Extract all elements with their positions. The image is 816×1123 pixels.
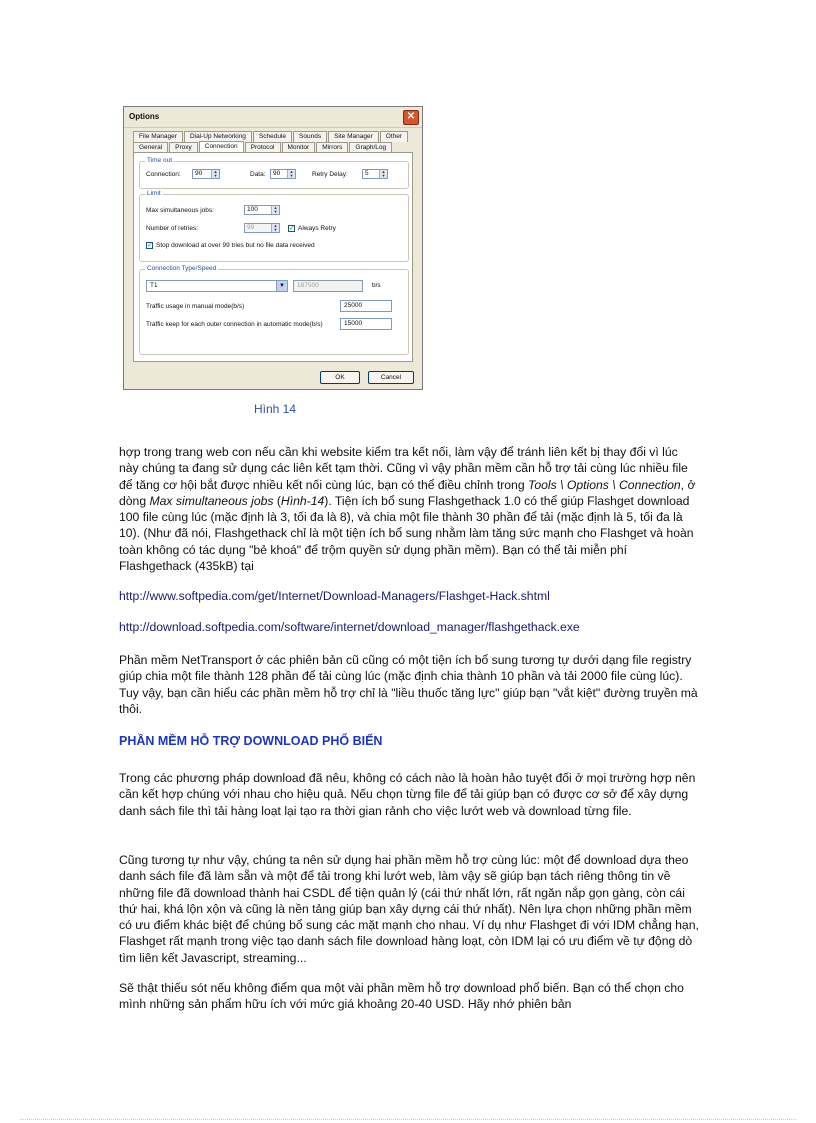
tab-protocol[interactable]: Protocol bbox=[245, 142, 281, 153]
timeout-legend: Time out bbox=[147, 157, 173, 164]
paragraph-1-text-c: ( bbox=[273, 493, 281, 508]
dialog-titlebar bbox=[124, 107, 422, 128]
connection-label: Connection: bbox=[146, 171, 181, 178]
download-link-1[interactable]: http://www.softpedia.com/get/Internet/Download-Managers/Flashget-Hack.shtml bbox=[119, 589, 550, 603]
data-label: Data: bbox=[250, 171, 266, 178]
tab-schedule[interactable]: Schedule bbox=[253, 131, 292, 142]
data-timeout-input[interactable] bbox=[270, 169, 296, 179]
retries-value: 99 bbox=[247, 224, 255, 231]
paragraph-1 bbox=[119, 444, 699, 574]
ok-button[interactable]: OK bbox=[320, 371, 360, 384]
tab-general[interactable]: General bbox=[133, 142, 168, 153]
connection-timeout-value: 90 bbox=[195, 170, 203, 177]
auto-mode-label: Traffic keep for each outer connection in automatic mode(b/s) bbox=[146, 321, 323, 328]
tab-sounds[interactable]: Sounds bbox=[293, 131, 327, 142]
tab-connection[interactable]: Connection bbox=[199, 141, 244, 154]
stop-download-label: Stop download at over 99 tries but no file data received bbox=[156, 242, 315, 249]
limit-group bbox=[139, 190, 409, 262]
paragraph-5: Sẽ thật thiếu sót nếu không điểm qua một vài phần mềm hỗ trợ download phổ biến. Bạn có thể chọn cho mình những sản phẩm hữu ích với mức giá khoảng 20-40 USD. Hãy nhớ phiên bản bbox=[119, 981, 684, 1012]
options-dialog-screenshot bbox=[123, 106, 423, 390]
tab-monitor[interactable]: Monitor bbox=[282, 142, 316, 153]
timeout-group bbox=[139, 157, 409, 189]
paragraph-3: Trong các phương pháp download đã nêu, không có cách nào là hoàn hảo tuyệt đối ở mọi trường hợp nên cần kết hợp chúng với nhau cho hiệu quả. Nếu chọn từng file để tải giúp bạn có được cơ sở để xây dựng danh sách file thì tải hàng loạt lại tạo ra thời gian rảnh cho việc lướt web và download từng file. bbox=[119, 771, 696, 818]
tab-other[interactable]: Other bbox=[380, 131, 408, 142]
paragraph-1-text-a: hợp trong trang web con nếu cần khi website kiểm tra kết nối, làm vậy để tránh liên kết bị thay đổi vì lúc này chúng ta đang sử dụng các liên kết tạm thời. Cũng vì vậy phần mềm cần hỗ trợ tải cùng lúc nhiều file để tăng cơ hội bắt được nhiều kết nối cùng lúc, bạn có thể điều chỉnh trong bbox=[119, 445, 688, 492]
tab-graph-log[interactable]: Graph/Log bbox=[349, 142, 392, 153]
cancel-button[interactable]: Cancel bbox=[368, 371, 414, 384]
always-retry-label: Always Retry bbox=[298, 225, 336, 232]
stop-download-checkbox[interactable]: ✓ bbox=[147, 242, 153, 249]
paragraph-1-italic-figure: Hình-14 bbox=[280, 493, 325, 508]
connection-type-select[interactable] bbox=[146, 280, 288, 292]
manual-mode-label: Traffic usage in manual mode(b/s) bbox=[146, 303, 245, 310]
page-bottom-divider bbox=[20, 1119, 796, 1120]
dialog-title: Options bbox=[129, 112, 160, 121]
paragraph-2: Phần mềm NetTransport ở các phiên bản cũ cũng có một tiện ích bổ sung tương tự dưới dạng file registry giúp chia một file thành 128 phần để tải cùng lúc (mặc định chia thành 10 phần và tải 2000 file cùng lúc). Tuy vậy, bạn cần hiểu các phần mềm hỗ trợ chỉ là "liều thuốc tăng lực" giúp bạn "vắt kiệt" đường truyền mà thôi. bbox=[119, 653, 698, 716]
manual-mode-input[interactable]: 25000 bbox=[340, 300, 392, 312]
data-timeout-value: 90 bbox=[273, 170, 281, 177]
paragraph-1-text-d: ). Tiện ích bổ sung Flashgethack 1.0 có thể giúp Flashget download 100 file cùng lúc (mặc định là 3, tối đa là 8), và chia một file thành 30 phần để tải (mặc định là 5, tối đa là 10). (Như đã nói, Flashgethack chỉ là một tiện ích bổ sung nhằm làm tăng sức mạnh cho Flashget và hoàn toàn không có tác dụng "bẻ khoá" để trộm quyền sử dụng phần mềm). Bạn có thể tải miễn phí Flashgethack (435kB) tại bbox=[119, 493, 694, 574]
spin-arrows-icon[interactable]: ▲ ▼ bbox=[287, 170, 295, 178]
section-heading: PHẦN MỀM HỖ TRỢ DOWNLOAD PHỔ BIẾN bbox=[119, 734, 383, 748]
chevron-down-icon[interactable]: ▼ bbox=[276, 281, 287, 291]
download-link-2[interactable]: http://download.softpedia.com/software/internet/download_manager/flashgethack.exe bbox=[119, 620, 580, 634]
tab-row-1 bbox=[133, 131, 409, 142]
retry-delay-value: 5 bbox=[365, 170, 369, 177]
retries-input[interactable] bbox=[244, 223, 280, 233]
retry-delay-label: Retry Delay: bbox=[312, 171, 348, 178]
paragraph-1-text-b: , ở dòng bbox=[119, 477, 696, 508]
tab-site-manager[interactable]: Site Manager bbox=[328, 131, 379, 142]
spin-arrows-icon[interactable]: ▲ ▼ bbox=[271, 206, 279, 214]
retries-label: Number of retries: bbox=[146, 225, 199, 232]
retry-delay-input[interactable] bbox=[362, 169, 388, 179]
tab-file-manager[interactable]: File Manager bbox=[133, 131, 183, 142]
paragraph-1-italic-path: Tools \ Options \ Connection bbox=[528, 477, 681, 492]
max-jobs-label: Max simultaneous jobs: bbox=[146, 207, 214, 214]
spin-arrows-icon[interactable]: ▲ ▼ bbox=[271, 224, 279, 232]
connection-panel bbox=[133, 152, 413, 362]
connection-type-legend: Connection Type/Speed bbox=[147, 265, 217, 272]
max-jobs-input[interactable] bbox=[244, 205, 280, 215]
speed-input[interactable]: 187500 bbox=[293, 280, 363, 292]
paragraph-1-italic-setting: Max simultaneous jobs bbox=[149, 493, 274, 508]
max-jobs-value: 100 bbox=[247, 206, 258, 213]
spin-arrows-icon[interactable]: ▲ ▼ bbox=[379, 170, 387, 178]
auto-mode-input[interactable]: 15000 bbox=[340, 318, 392, 330]
tab-mirrors[interactable]: Mirrors bbox=[316, 142, 348, 153]
connection-timeout-input[interactable] bbox=[192, 169, 220, 179]
always-retry-checkbox[interactable]: ✓ bbox=[289, 225, 295, 232]
figure-caption: Hình 14 bbox=[253, 402, 297, 416]
close-icon[interactable]: ✕ bbox=[403, 110, 419, 125]
spin-arrows-icon[interactable]: ▲ ▼ bbox=[211, 170, 219, 178]
tab-dial-up-networking[interactable]: Dial-Up Networking bbox=[184, 131, 252, 142]
limit-legend: Limit bbox=[147, 190, 161, 197]
connection-type-group bbox=[139, 265, 409, 355]
tab-proxy[interactable]: Proxy bbox=[169, 142, 198, 153]
paragraph-4: Cũng tương tự như vậy, chúng ta nên sử dụng hai phần mềm hỗ trợ cùng lúc: một để download dựa theo danh sách file đã làm sẵn và một để tải trong khi lướt web, làm vậy sẽ giúp bạn tách riêng thông tin về những file đã download thành hai CSDL để tiện quản lý (cái thứ nhất lớn, rất ngăn nắp gọn gàng, còn cái thứ hai, khá lộn xộn và cũng là nền tảng giúp bạn xây dựng cái thứ nhất). Nên lựa chọn những phần mềm có ưu điểm khác biệt để chúng bổ sung các mặt mạnh cho nhau. Ví dụ như Flashget đi với IDM chẳng hạn, Flashget rất mạnh trong việc tạo danh sách file download hàng loạt, còn IDM lại có ưu điểm về tự động dò tìm liên kết Javascript, streaming... bbox=[119, 853, 699, 965]
connection-type-value: T1 bbox=[150, 282, 158, 289]
speed-unit: b/s bbox=[372, 282, 381, 289]
